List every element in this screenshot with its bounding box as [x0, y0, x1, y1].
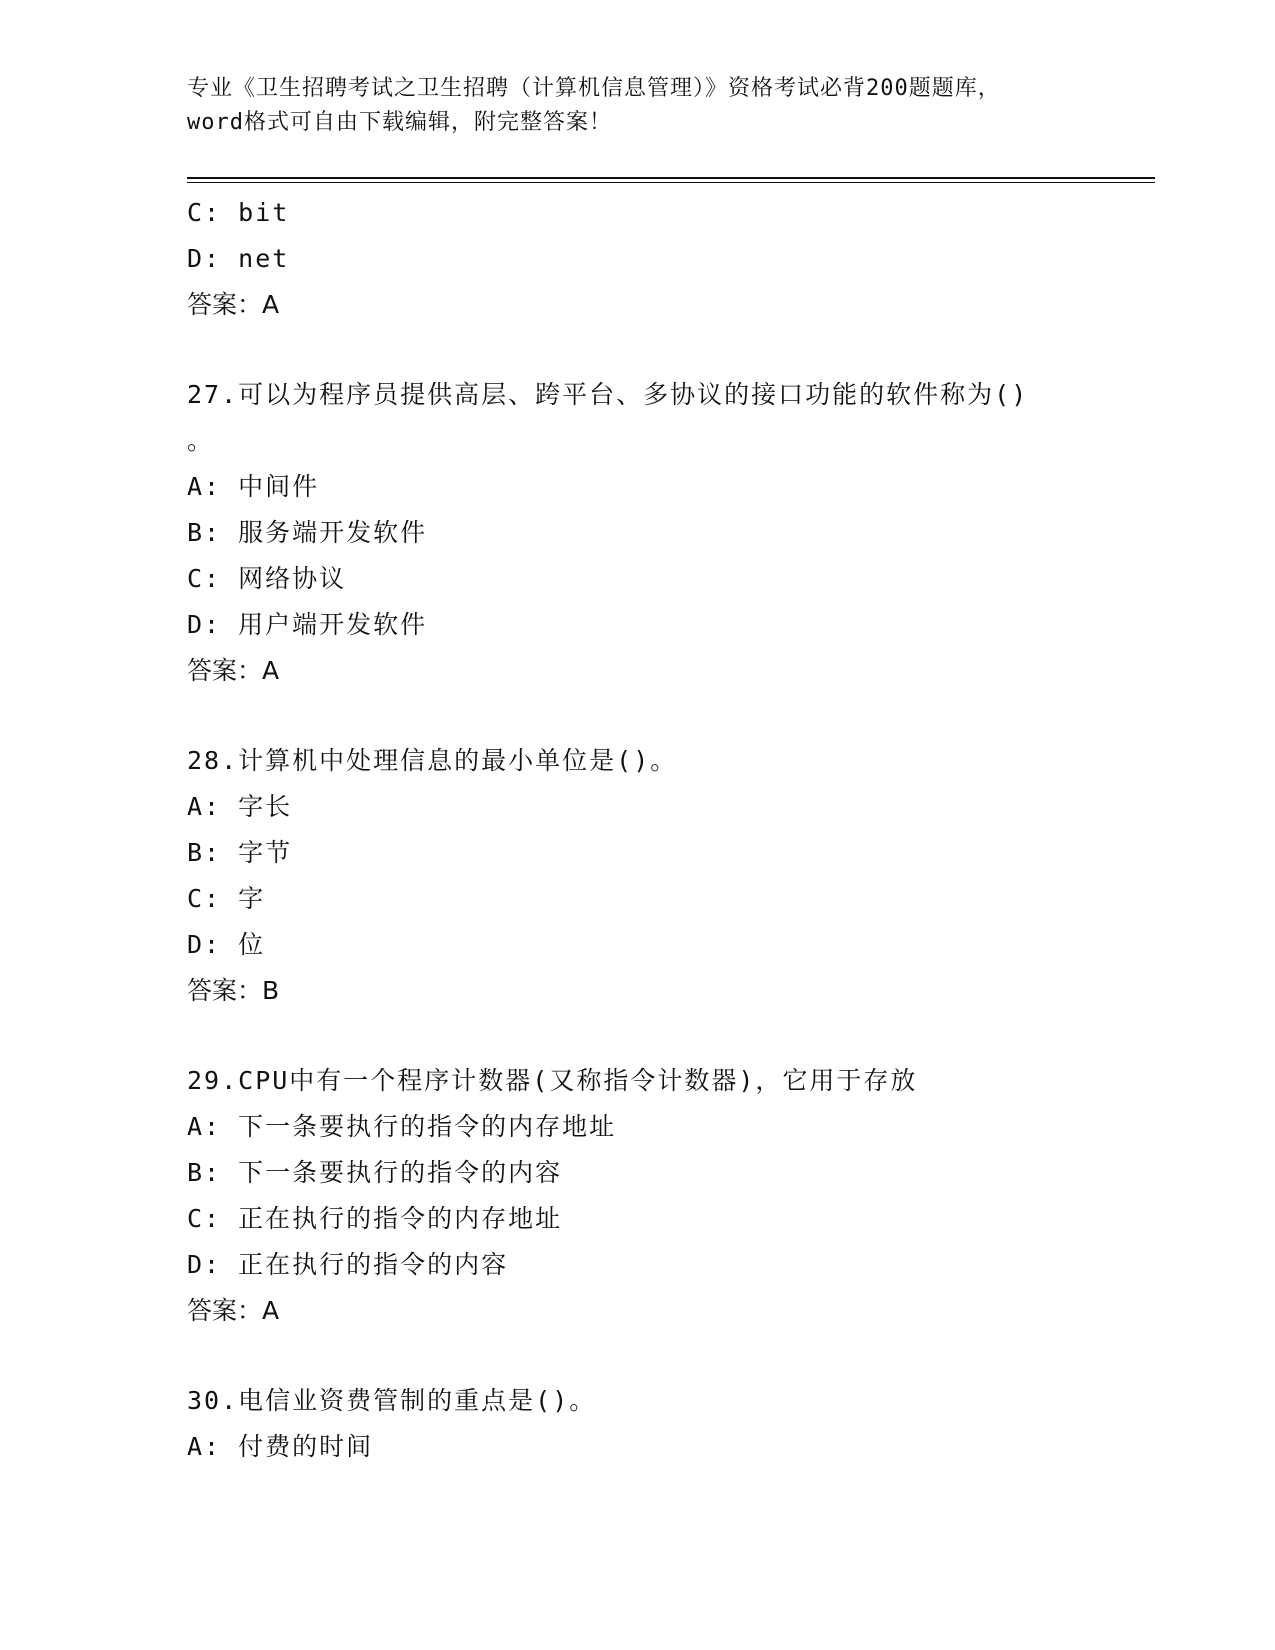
q30-option-a: A: 付费的时间: [187, 1432, 374, 1461]
q26-answer: 答案：A: [187, 290, 280, 319]
q30-stem: 30.电信业资费管制的重点是()。: [187, 1386, 597, 1415]
q27-stem: 27.可以为程序员提供高层、跨平台、多协议的接口功能的软件称为(): [187, 380, 1029, 409]
q26-option-d: D: net: [187, 244, 290, 273]
q27-option-a: A: 中间件: [187, 472, 320, 501]
q29-option-a: A: 下一条要执行的指令的内存地址: [187, 1112, 617, 1141]
header-rule-thin: [187, 182, 1155, 183]
q29-stem: 29.CPU中有一个程序计数器(又称指令计数器)，它用于存放: [187, 1066, 918, 1095]
q27-stem-continuation: 。: [187, 426, 215, 455]
header-rule-thick: [187, 177, 1155, 179]
q29-answer: 答案：A: [187, 1296, 280, 1325]
spacer: [187, 694, 1087, 738]
question-list: [187, 190, 1087, 1470]
q29-option-b: B: 下一条要执行的指令的内容: [187, 1158, 563, 1187]
spacer: [187, 328, 1087, 372]
q28-option-c: C: 字: [187, 884, 266, 913]
q27-option-b: B: 服务端开发软件: [187, 518, 428, 547]
q27-option-d: D: 用户端开发软件: [187, 610, 428, 639]
q27-option-c: C: 网络协议: [187, 564, 347, 593]
q27-answer: 答案：A: [187, 656, 280, 685]
document-header: [187, 72, 1087, 140]
header-title-line-2: word格式可自由下载编辑，附完整答案！: [187, 110, 612, 135]
spacer: [187, 1334, 1087, 1378]
q28-stem: 28.计算机中处理信息的最小单位是()。: [187, 746, 678, 775]
q28-option-b: B: 字节: [187, 838, 293, 867]
q26-option-c: C: bit: [187, 198, 290, 227]
header-title-line-1: 专业《卫生招聘考试之卫生招聘（计算机信息管理）》资格考试必背200题题库，: [187, 76, 1001, 101]
q28-option-a: A: 字长: [187, 792, 293, 821]
q29-option-d: D: 正在执行的指令的内容: [187, 1250, 509, 1279]
spacer: [187, 1014, 1087, 1058]
q29-option-c: C: 正在执行的指令的内存地址: [187, 1204, 563, 1233]
q28-option-d: D: 位: [187, 930, 266, 959]
q28-answer: 答案：B: [187, 976, 280, 1005]
